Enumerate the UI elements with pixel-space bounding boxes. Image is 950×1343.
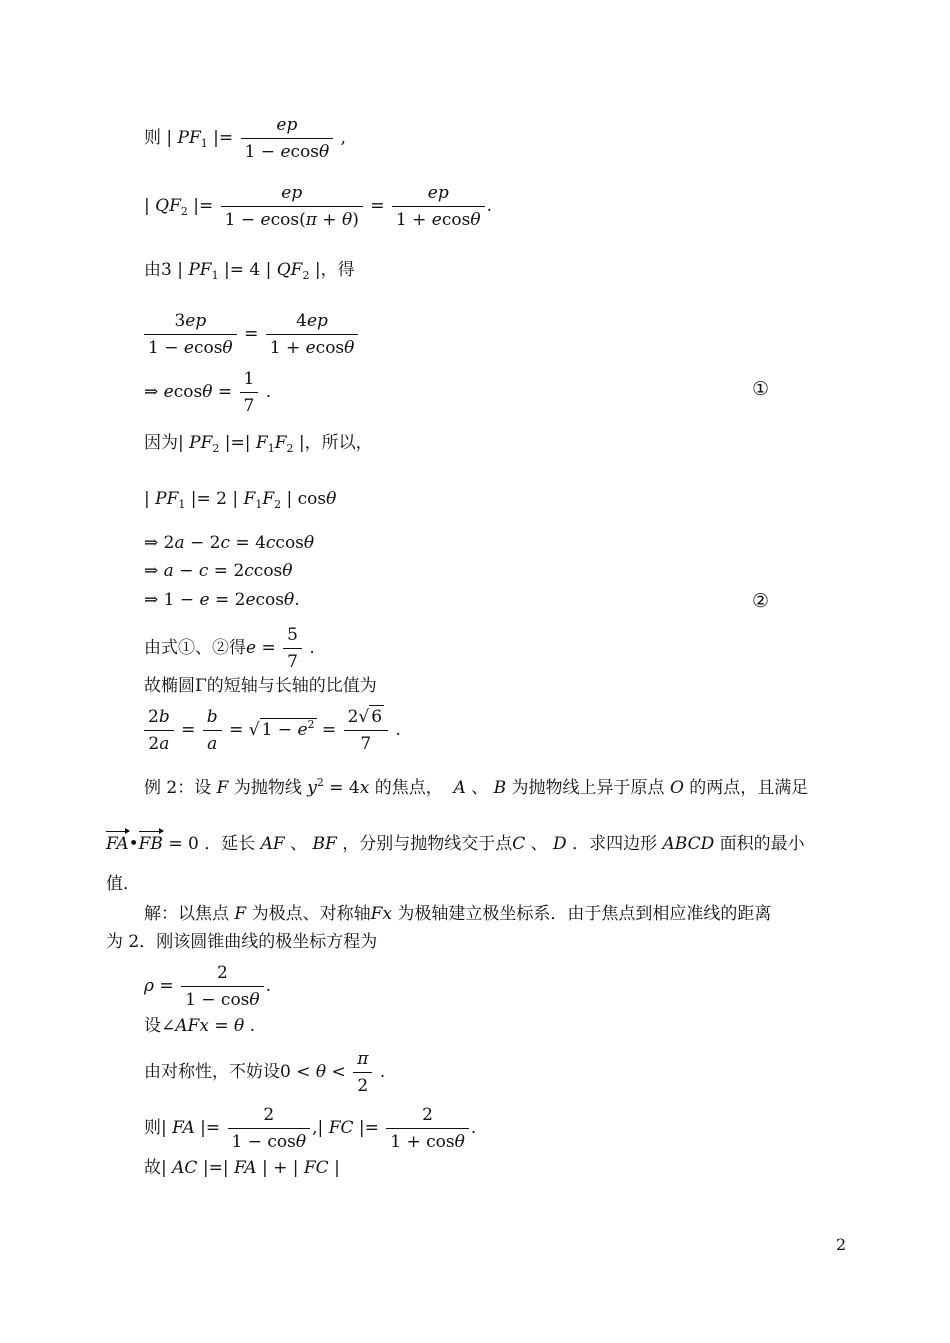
text: ．延长 [204,834,256,854]
eq-qf2: | $QF_2$ |= $\frac{ep}{1 - ecos(\pi + \theta)}$ = $\frac{ep}{1 + ecos\theta}$ . [144,180,492,233]
fraction: $\frac{2}{1 + \cos\theta}$ [386,1102,469,1155]
eq-pf1-cos: | $PF_1$ |= 2 | $F_1F_2$ | cosθ [144,489,337,511]
eq-polar: ρ = $\frac{2}{1 - \cos\theta}$ . [144,960,271,1013]
text: 解：以焦点 [144,904,229,924]
fraction: $\frac{2}{1 - \cos\theta}$ [228,1102,311,1155]
text: 为 2．刚该圆锥曲线的极坐标方程为 [106,932,378,952]
eq-axis-ratio: $\frac{2b}{2a}$ = $\frac{b}{a}$ = √ $1 - e^2$ = $\frac{2√ 6}{7}$ . [142,704,401,757]
text-prefix: 因为 [144,433,178,453]
fraction: $\frac{3ep}{1 - ecos\theta}$ [144,308,237,361]
example-2-line-1: 例 2：设 F 为抛物线 $y^2 = 4x$ 的焦点， A 、 B 为抛物线上异于原点 O 的两点，且满足 [144,776,809,798]
fraction: $\frac{\pi}{2}$ [353,1046,372,1099]
solution-line-2 [106,934,377,951]
text: 的焦点， [374,778,443,798]
text-suffix: ，所以， [304,433,373,453]
text: 故椭圆Γ的短轴与长轴的比值为 [144,676,377,696]
eq-ratio-condition: 由3 | $PF_1$ |= 4 | $QF_2$ |，得 [144,260,355,282]
text: 面积的最小 [719,834,805,854]
text-prefix: 由 [144,260,161,280]
eq-step-2: ⇒ a − c = 2ccosθ [144,561,293,581]
fraction: $\frac{ep}{1 - ecos\theta}$ [241,112,334,165]
fraction: $\frac{2}{1 - \cos\theta}$ [181,960,264,1013]
fraction: $\frac{ep}{1 + ecos\theta}$ [392,180,485,233]
text-suffix: ，得 [320,260,355,280]
text: 为极点、对称轴 [251,904,371,924]
example-2-line-3 [106,876,140,893]
solution-line-1: 解：以焦点 F 为极点、对称轴Fx 为极轴建立极坐标系．由于焦点到相应准线的距离 [144,904,772,924]
eq-ac: 故| AC |=| FA | + | FC | [144,1158,340,1178]
vector-fb: FB [138,834,163,854]
text: 值． [106,874,140,894]
eq-step-3: ⇒ 1 − e = 2ecosθ. [144,590,300,610]
text: 由对称性，不妨设 [144,1062,280,1082]
eq-fa-fc: 则| FA |= $\frac{2}{1 - \cos\theta}$ ,| FC |= $\frac{2}{1 + \cos\theta}$ . [144,1102,476,1155]
fraction: $\frac{2b}{2a}$ [144,704,174,757]
text: 则 [144,1118,161,1138]
text-prefix: 由式①、②得 [144,638,246,658]
fraction: $\frac{1}{7}$ [240,366,259,419]
fraction: $\frac{ep}{1 - ecos(\pi + \theta)}$ [221,180,363,233]
fraction: $\frac{b}{a}$ [203,704,222,757]
eq-e-value: 由式①、②得e = $\frac{5}{7}$ . [144,622,315,675]
text: 为抛物线上异于原点 [511,778,665,798]
eq-symmetry: 由对称性，不妨设0 < θ < $\frac{\pi}{2}$ . [144,1046,385,1099]
text: 为抛物线 [233,778,302,798]
eq-fraction-equality: $\frac{3ep}{1 - ecos\theta}$ = $\frac{4ep}{1 + ecos\theta}$ [142,308,360,361]
vector-fa: FA [106,834,129,854]
text-ratio-intro [144,678,377,695]
text: 故 [144,1158,161,1178]
text: 为极轴建立极坐标系．由于焦点到相应准线的距离 [397,904,772,924]
text: 设 [144,1016,161,1036]
text: 的两点，且满足 [689,778,809,798]
eq-pf1: 则 | $PF_1$ |= $\frac{ep}{1 - ecos\theta}$ , [144,112,346,165]
text-prefix: 则 [144,128,161,148]
eq-step-1: ⇒ 2a − 2c = 4ccosθ [144,533,315,553]
eq-angle: 设∠AFx = θ . [144,1016,256,1036]
example-2-line-2: FA•FB = 0 ．延长 AF 、 BF ，分别与抛物线交于点C 、 D ．求四边形 ABCD 面积的最小 [106,834,805,854]
eq-ecos: ⇒ ecosθ = $\frac{1}{7}$ . [144,366,271,419]
text: 例 2：设 [144,778,212,798]
eq-because: 因为| $PF_2$ |=| $F_1F_2$ |，所以， [144,433,373,455]
equation-marker-1: ① [752,378,770,400]
text: ，分别与抛物线交于点 [342,834,513,854]
page-number: 2 [836,1235,847,1254]
fraction: $\frac{2√ 6}{7}$ [344,704,388,757]
equation-marker-2: ② [752,590,770,612]
fraction: $\frac{5}{7}$ [283,622,302,675]
text: ．求四边形 [572,834,658,854]
fraction: $\frac{4ep}{1 + ecos\theta}$ [266,308,359,361]
